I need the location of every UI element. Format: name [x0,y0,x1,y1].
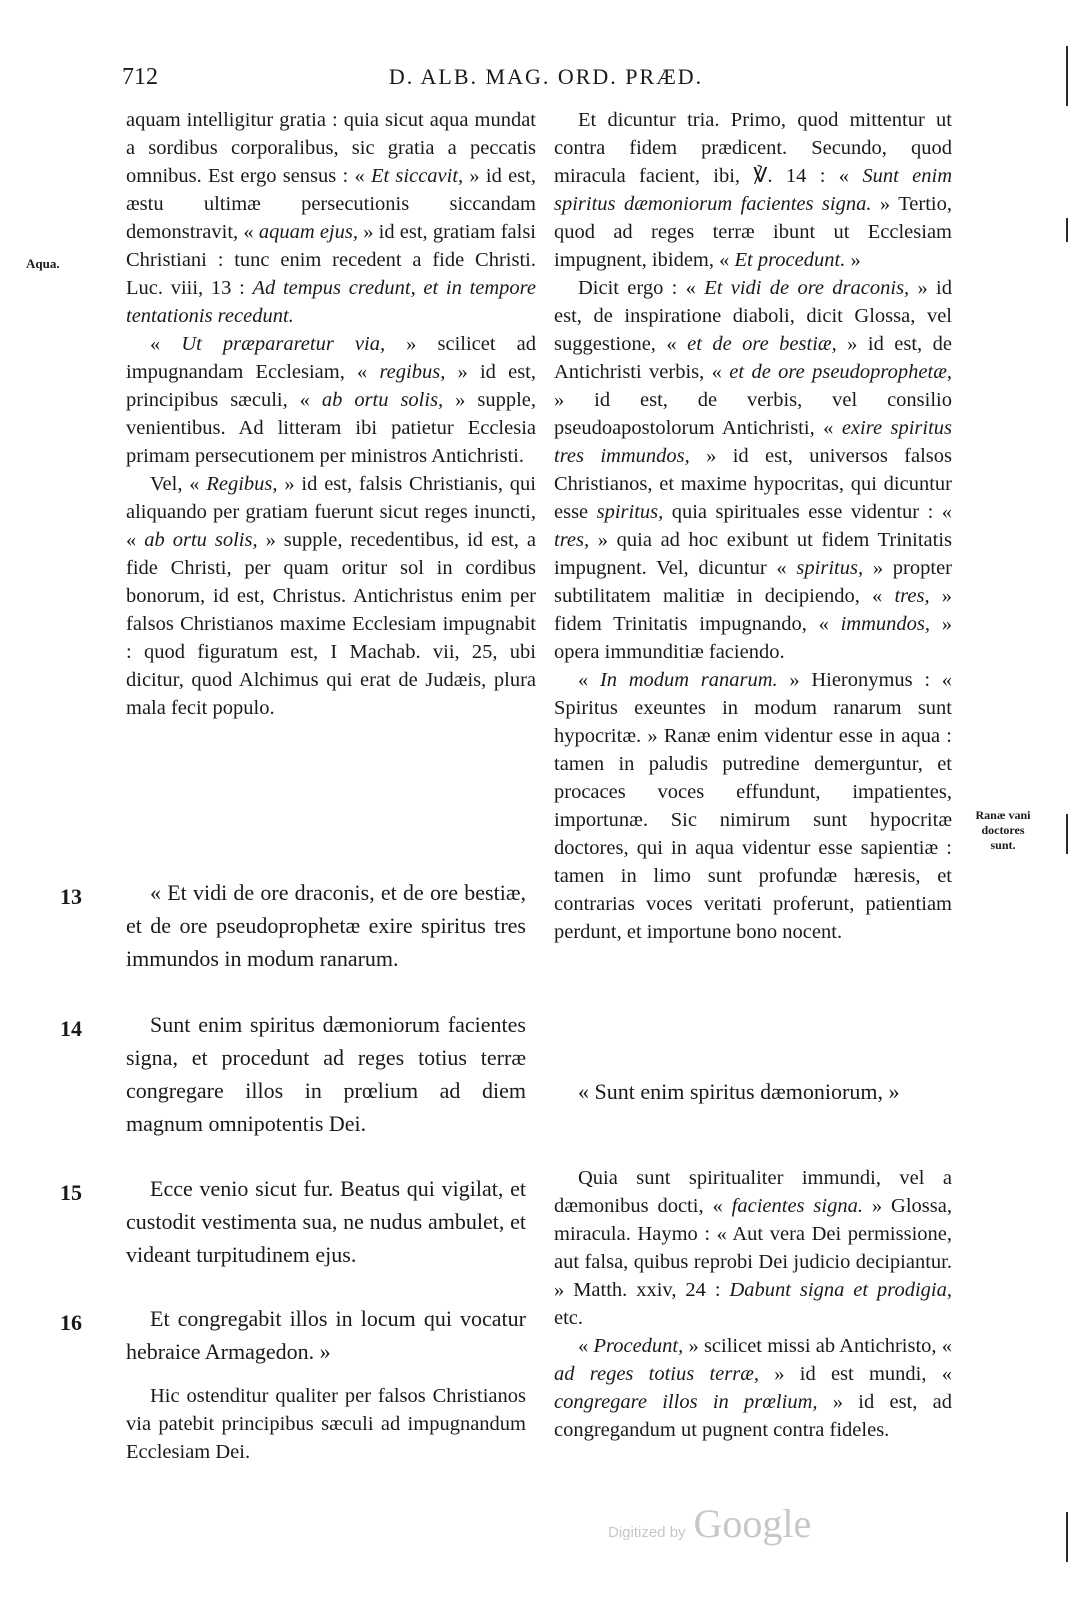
paragraph: « Ut præpararetur via, » scilicet ad impugnandam Ecclesiam, « regibus, » id est, principibus sæculi, « ab ortu solis, » supple, venientibus. Ad litteram ibi patietur Ecclesia primam persecutionem per ministros Antichristi. [126,333,537,467]
paragraph: Vel, « Regibus, » id est, falsis Christianis, qui aliquando per gratiam fuerunt sicut reges inuncti, « ab ortu solis, » supple, recedentibus, id est, a fide Christi, per quam oritur sol in cordibus bonorum, id est, Christus. Antichristus enim per falsos Christianos maxime Ecclesiam impugnabit : quod figuratum est, I Machab. vii, 25, ubi dicitur, quod Alchimus qui erat de Judæis, plura mala fecit populo. [126,473,537,719]
right-column-lower [554,1164,952,1444]
margin-note-right [958,808,1048,853]
scan-edge-mark [1066,46,1068,106]
left-column [126,106,536,722]
google-logo: Google [693,1501,812,1546]
verse-number: 13 [60,884,82,909]
digitized-watermark [608,1500,811,1547]
verse-text: Et congregabit illos in locum qui vocatur hebraice Armagedon. » [126,1306,526,1364]
scan-edge-mark [1066,1512,1068,1562]
margin-note-line: sunt. [990,838,1016,852]
paragraph: Quia sunt spiritualiter immundi, vel a dæmonibus docti, « facientes signa. » Glossa, miracula. Haymo : « Aut vera Dei permissione, aut falsa, quibus reprobi Dei judicio decipiantur. » Matth. xxiv, 24 : Dabunt signa et prodigia, etc. [554,1167,953,1329]
verse-number: 16 [60,1310,82,1335]
paragraph: aquam intelligitur gratia : quia sicut aqua mundat a sordibus corporalibus, sic gratia a peccatis omnibus. Est ergo sensus : « Et siccavit, » id est, æstu ultimæ persecutionis siccandam demonstravit, « aquam ejus, » id est, gratiam falsi Christiani : tunc enim recedent a fide Christi. Luc. viii, 13 : Ad tempus credunt, et in tempore tentationis recedunt. [126,109,536,327]
paragraph: « Procedunt, » scilicet missi ab Antichristo, « ad reges totius terræ, » id est mundi, « congregare illos in prœlium, » id est, ad congregandum ut pugnent contra fideles. [554,1335,953,1441]
verse-quote: « Sunt enim spiritus dæmoniorum, » [578,1079,900,1104]
paragraph: Et dicuntur tria. Primo, quod mittentur ut contra fidem prædicent. Secundo, quod miracula facient, ibi, ℣. 14 : « Sunt enim spiritus dæmoniorum facientes signa. » Tertio, quod ad reges terræ ibunt ut Ecclesiam impugnent, ibidem, « Et procedunt. » [554,109,952,271]
digitized-by-label: Digitized by [608,1524,686,1541]
paragraph: « In modum ranarum. » Hieronymus : « Spiritus exeuntes in modum ranarum sunt hypocritæ. » Ranæ enim videntur esse in aqua : tamen in paludis putredine demerguntur, et procaces voces effundunt, impatientes, importunæ. Sic nimirum sunt hypocritæ doctores, qui in aqua videntur esse sapientiæ : tamen in limo sunt profundæ hæresis, et contrarias voces veritati proferunt, patientiam perdunt, et importune bono nocent. [554,669,953,943]
verse-number: 14 [60,1016,82,1041]
verse-number: 15 [60,1180,82,1205]
verse-text: Sunt enim spiritus dæmoniorum facientes signa, et procedunt ad reges totius terræ congregare illos in prœlium ad diem magnum omnipotentis Dei. [126,1012,526,1136]
running-head: D. ALB. MAG. ORD. PRÆD. [388,64,704,89]
right-column [554,106,952,946]
scan-edge-mark [1066,218,1068,242]
verse-text: « Et vidi de ore draconis, et de ore bestiæ, et de ore pseudoprophetæ exire spiritus tres immundos in modum ranarum. [126,880,526,971]
scan-edge-mark [1066,814,1068,854]
margin-note-line: Ranæ vani [975,808,1031,822]
page-number: 712 [122,64,158,90]
margin-note-line: doctores [981,823,1025,837]
paragraph: Dicit ergo : « Et vidi de ore draconis, » id est, de inspiratione diaboli, dicit Glossa, vel suggestione, « et de ore bestiæ, » id est, de Antichristi verbis, « et de ore pseudoprophetæ, » id est, de verbis, vel consilio pseudoapostolorum Antichristi, « exire spiritus tres immundos, » id est, universos falsos Christianos, et maxime hypocritas, qui dicuntur esse spiritus, quia spirituales esse videntur : « tres, » quia ad hoc exibunt ut fidem Trinitatis impugnent. Vel, dicuntur « spiritus, » propter subtilitatem malitiæ in decipiendo, « tres, » fidem Trinitatis impugnando, « immundos, » opera immunditiæ faciendo. [554,277,953,663]
verse-text: Ecce venio sicut fur. Beatus qui vigilat, et custodit vestimenta sua, ne nudus ambulet, et videant turpitudinem ejus. [126,1176,526,1267]
margin-note-left: Aqua. [26,256,60,271]
commentary-paragraph: Hic ostenditur qualiter per falsos Christianos via patebit principibus sæculi ad impugnandum Ecclesiam Dei. [126,1385,526,1463]
